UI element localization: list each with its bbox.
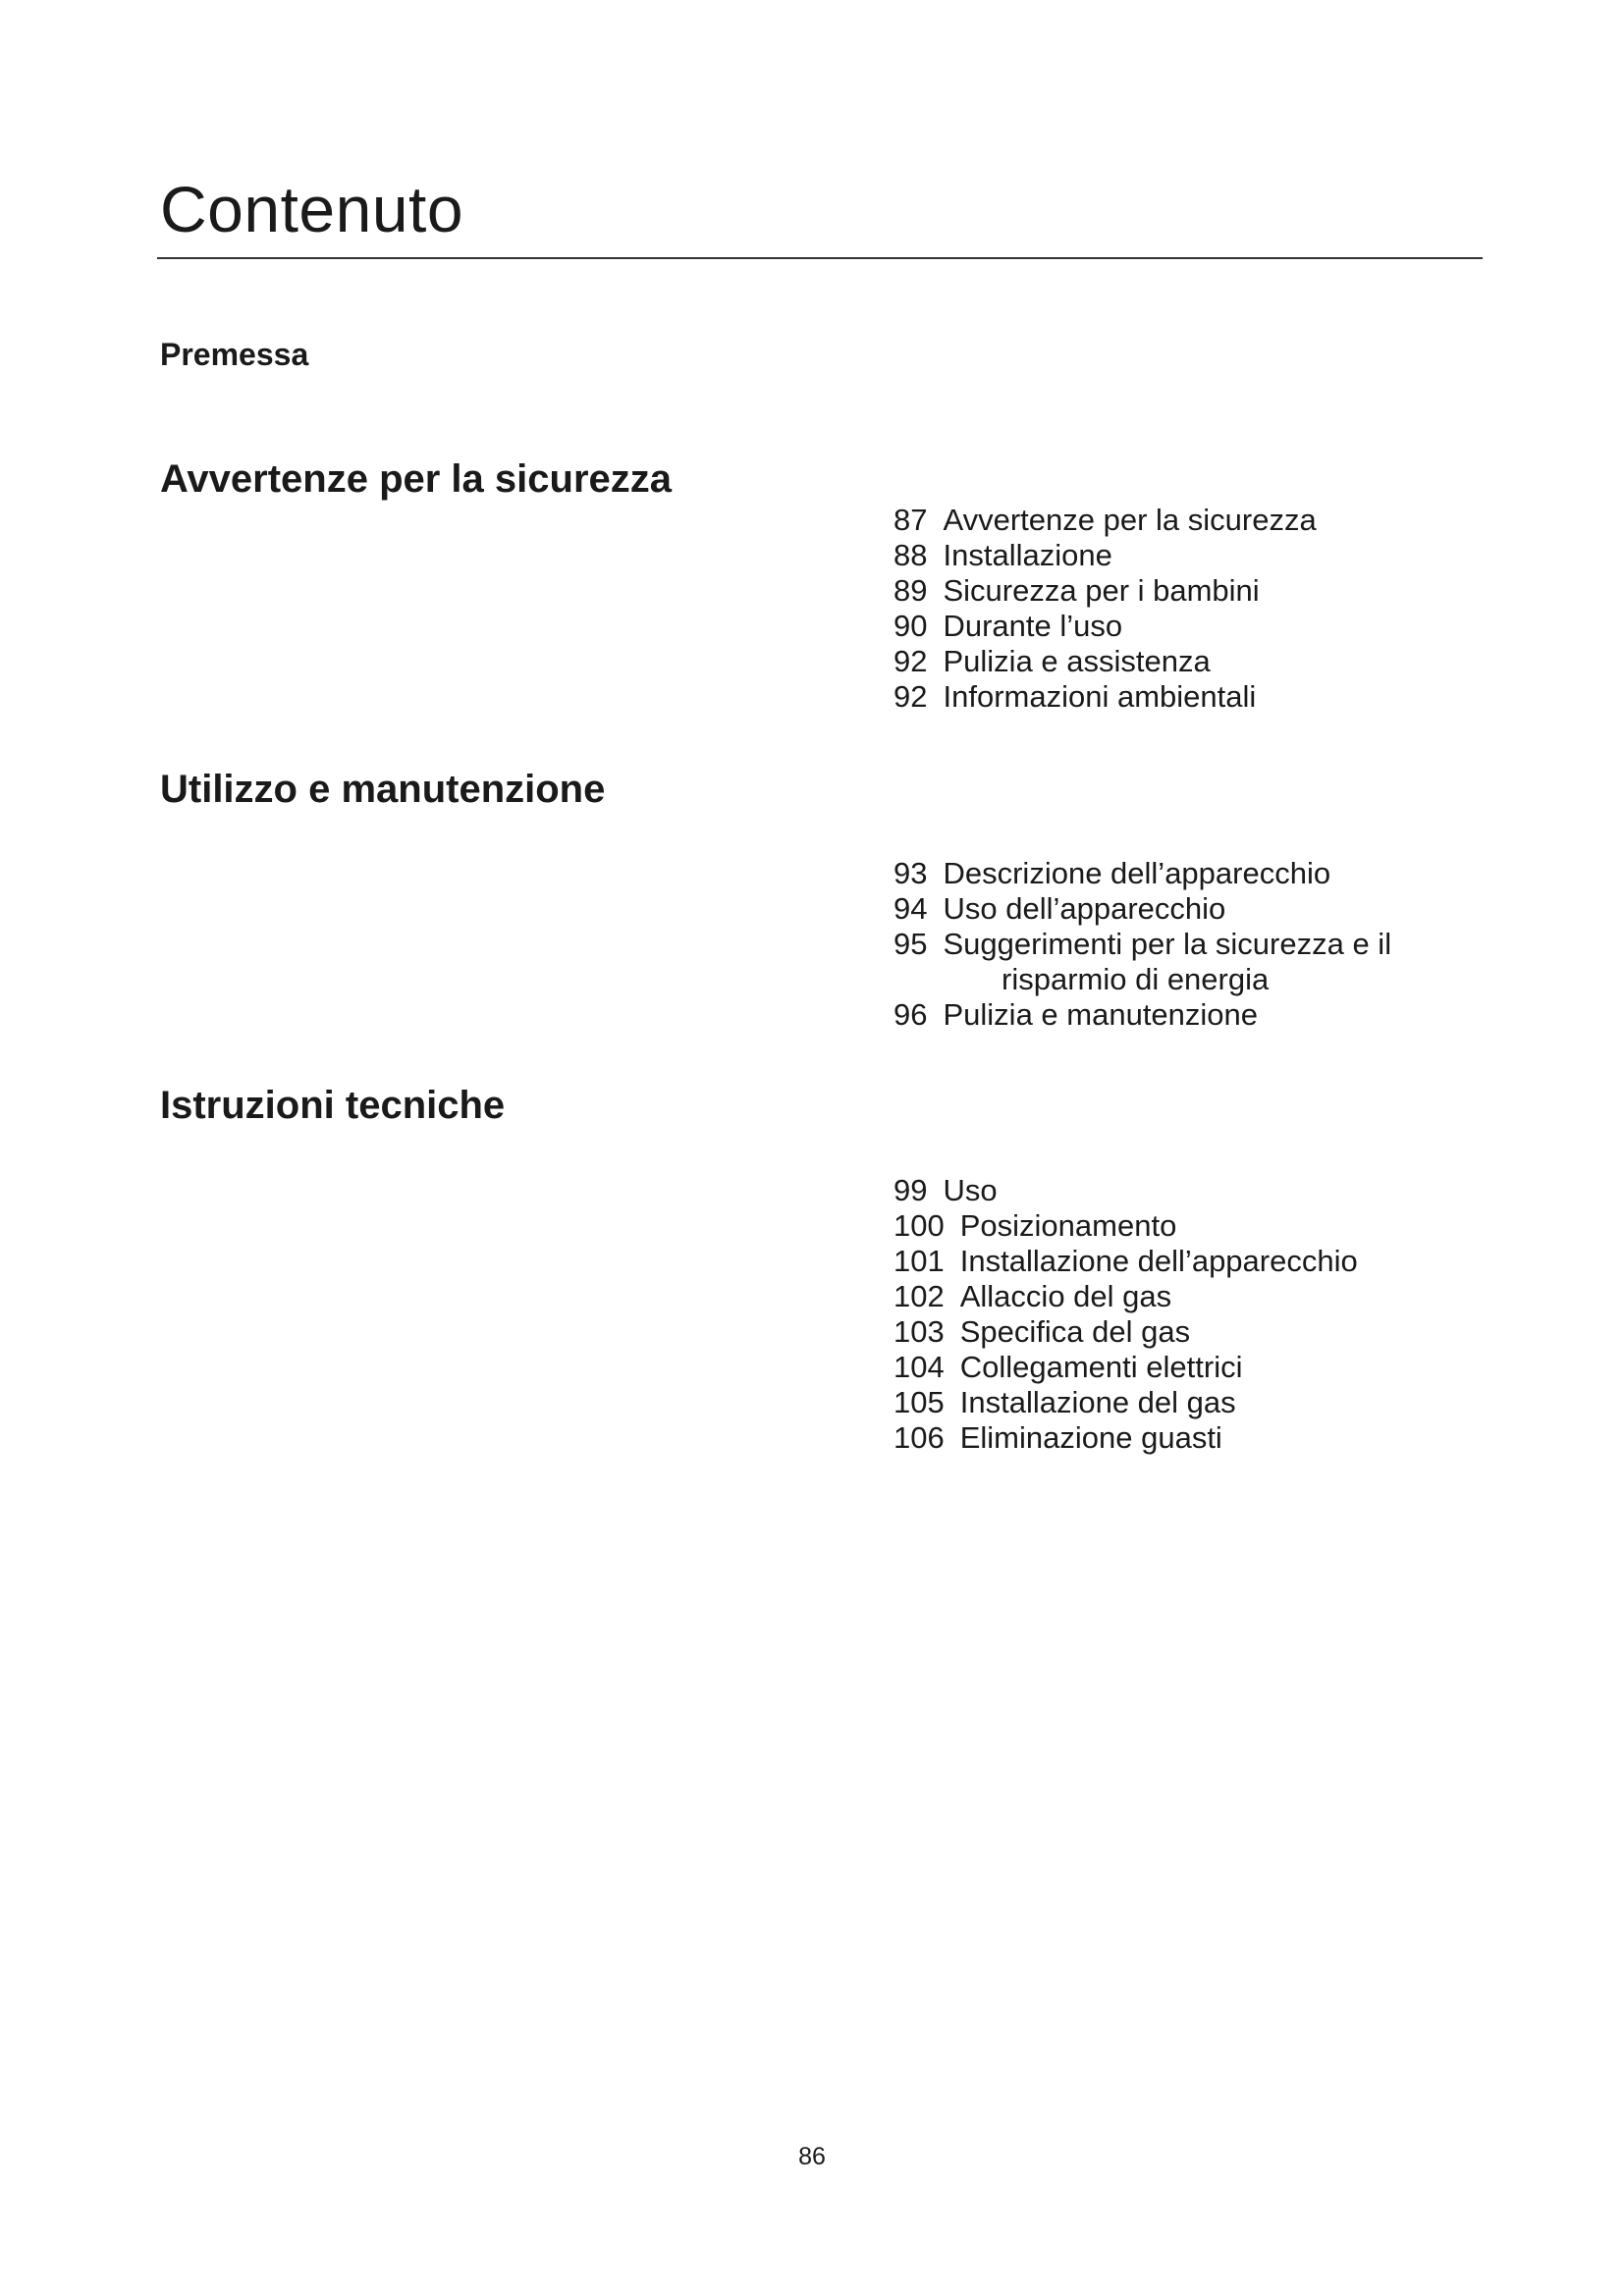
toc-entry xyxy=(893,609,1317,644)
toc-entry xyxy=(893,1350,1358,1385)
toc-entry xyxy=(893,1420,1358,1456)
toc-entry-page: 102 xyxy=(893,1279,945,1313)
toc-entry-page: 103 xyxy=(893,1314,945,1349)
toc-entry-page: 104 xyxy=(893,1350,945,1384)
toc-entry-title: Durante l’uso xyxy=(943,609,1123,643)
toc-entry-page: 96 xyxy=(893,997,928,1032)
toc-entry xyxy=(893,679,1317,715)
toc-entry-page: 93 xyxy=(893,856,928,890)
toc-entry-title: Installazione xyxy=(943,538,1112,572)
toc-entry-title: Uso xyxy=(943,1173,998,1207)
toc-entry xyxy=(893,997,1391,1033)
toc-entry xyxy=(893,856,1391,891)
toc-entry-page: 105 xyxy=(893,1385,945,1419)
title-divider xyxy=(157,257,1483,259)
toc-entry-title: Pulizia e manutenzione xyxy=(943,997,1259,1032)
toc-entry-page: 92 xyxy=(893,679,928,714)
section-heading-usage: Utilizzo e manutenzione xyxy=(160,768,606,811)
toc-entry xyxy=(893,573,1317,609)
toc-entry-title: Avvertenze per la sicurezza xyxy=(943,503,1317,537)
toc-entry-page: 94 xyxy=(893,891,928,926)
toc-entry xyxy=(893,927,1391,997)
toc-entry xyxy=(893,891,1391,927)
toc-entry-title: Installazione dell’apparecchio xyxy=(959,1244,1358,1278)
toc-entry-page: 101 xyxy=(893,1244,945,1278)
toc-entry xyxy=(893,503,1317,538)
intro-heading: Premessa xyxy=(160,337,309,372)
toc-entry-page: 100 xyxy=(893,1208,945,1243)
toc-list-usage xyxy=(893,856,1391,1033)
toc-entry xyxy=(893,538,1317,573)
toc-entry xyxy=(893,1385,1358,1420)
toc-entry xyxy=(893,1173,1358,1208)
toc-entry-page: 88 xyxy=(893,538,928,572)
toc-entry xyxy=(893,1244,1358,1279)
page-title: Contenuto xyxy=(160,173,464,245)
toc-entry-title: Allaccio del gas xyxy=(959,1279,1172,1313)
toc-entry xyxy=(893,1314,1358,1350)
toc-entry-title: Installazione del gas xyxy=(959,1385,1236,1419)
toc-entry-page: 87 xyxy=(893,503,928,537)
toc-entry-title: Descrizione dell’apparecchio xyxy=(943,856,1331,890)
toc-entry-page: 92 xyxy=(893,644,928,678)
toc-list-technical xyxy=(893,1173,1358,1456)
toc-entry-title: Collegamenti elettrici xyxy=(959,1350,1243,1384)
toc-entry-title: Eliminazione guasti xyxy=(959,1420,1222,1455)
toc-entry-title: Specifica del gas xyxy=(959,1314,1191,1349)
toc-entry-title: Suggerimenti per la sicurezza e il xyxy=(943,927,1392,961)
toc-entry-page: 90 xyxy=(893,609,928,643)
toc-entry-title: Pulizia e assistenza xyxy=(943,644,1211,678)
toc-entry-title-continuation: risparmio di energia xyxy=(1001,962,1270,996)
page-number: 86 xyxy=(798,2143,826,2170)
toc-list-safety xyxy=(893,503,1317,715)
toc-entry-title: Sicurezza per i bambini xyxy=(943,573,1260,608)
toc-entry-page: 89 xyxy=(893,573,928,608)
toc-entry-page: 106 xyxy=(893,1420,945,1455)
toc-entry xyxy=(893,1208,1358,1244)
toc-entry xyxy=(893,644,1317,679)
toc-entry-title: Informazioni ambientali xyxy=(943,679,1257,714)
section-heading-technical: Istruzioni tecniche xyxy=(160,1084,506,1127)
toc-entry xyxy=(893,1279,1358,1314)
toc-entry-title: Uso dell’apparecchio xyxy=(943,891,1226,926)
toc-entry-page: 99 xyxy=(893,1173,928,1207)
section-heading-safety: Avvertenze per la sicurezza xyxy=(160,457,672,501)
toc-entry-page: 95 xyxy=(893,927,928,961)
toc-entry-title: Posizionamento xyxy=(959,1208,1177,1243)
